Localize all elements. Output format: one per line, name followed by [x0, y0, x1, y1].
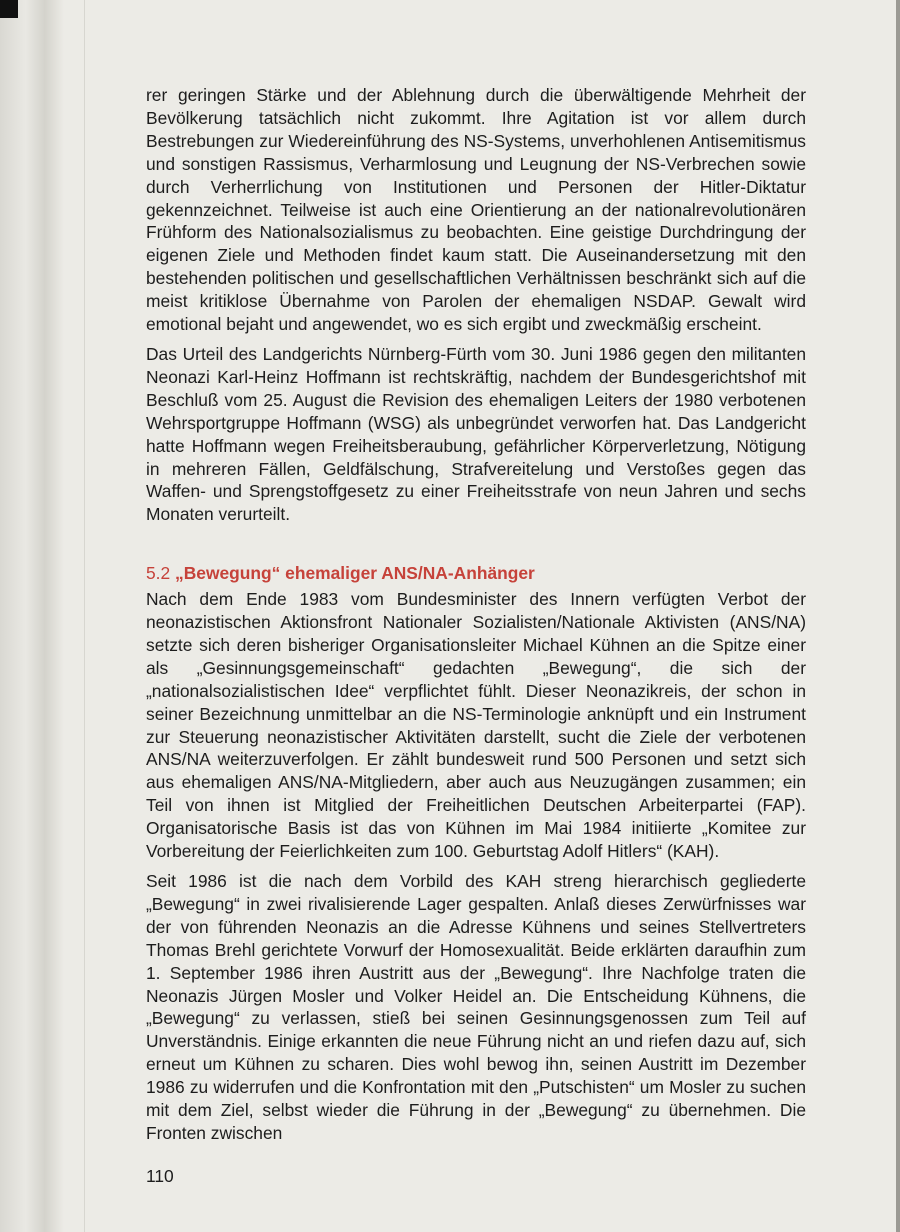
paragraph-2: Das Urteil des Landgerichts Nürnberg-Fürth vom 30. Juni 1986 gegen den militanten Neonazi Karl-Heinz Hoffmann ist rechtskräftig, nachdem der Bundesgerichtshof mit Beschluß vom 25. August die Revision des ehemaligen Leiters der 1980 verbotenen Wehrsportgruppe Hoffmann (WSG) als unbegründet verworfen hat. Das Landgericht hatte Hoffmann wegen Freiheitsberaubung, gefährlicher Körperverletzung, Nötigung in mehreren Fällen, Geldfälschung, Strafvereitelung und Verstoßes gegen das Waffen- und Sprengstoffgesetz zu einer Freiheitsstrafe von neun Jahren und sechs Monaten verurteilt. — [146, 343, 806, 525]
page-number: 110 — [146, 1166, 174, 1186]
page-right-edge — [896, 0, 900, 1232]
paragraph-4: Seit 1986 ist die nach dem Vorbild des KAH streng hierarchisch gegliederte „Bewegung“ in zwei rivalisierende Lager gespalten. Anlaß dieses Zerwürfnisses war der von führenden Neonazis an die Adresse Kühnens und seines Stellvertreters Thomas Brehl gerichtete Vorwurf der Homosexualität. Beide erklärten daraufhin zum 1. September 1986 ihren Austritt aus der „Bewegung“. Ihre Nachfolge traten die Neonazis Jürgen Mosler und Volker Heidel an. Die Entscheidung Kühnens, die „Bewegung“ zu verlassen, stieß bei seinen Gesinnungsgenossen zum Teil auf Unverständnis. Einige erkannten die neue Führung nicht an und riefen dazu auf, sich erneut um Kühnen zu scharen. Dies wohl bewog ihn, seinen Austritt im Dezember 1986 zu widerrufen und die Konfrontation mit den „Putschisten“ um Mosler zu suchen mit dem Ziel, selbst wieder die Führung in der „Bewegung“ zu übernehmen. Die Fronten zwischen — [146, 871, 806, 1143]
paragraph-1: rer geringen Stärke und der Ablehnung durch die überwältigende Mehrheit der Bevölkerung tatsächlich nicht zukommt. Ihre Agitation ist vor allem durch Bestrebungen zur Wiedereinführung des NS-Systems, unverhohlenen Antisemitismus und sonstigen Rassismus, Verharmlosung und Leugnung der NS-Verbrechen sowie durch Verherrlichung von Institutionen und Personen der Hitler-Diktatur gekennzeichnet. Teilweise ist auch eine Orientierung an der nationalrevolutionären Frühform des Nationalsozialismus zu beobachten. Eine geistige Durchdringung der eigenen Ziele und Methoden findet kaum statt. Die Auseinandersetzung mit den bestehenden politischen und gesellschaftlichen Verhältnissen beschränkt sich auf die meist kritiklose Übernahme von Parolen der ehemaligen NSDAP. Gewalt wird emotional bejaht und angewendet, wo es sich ergibt und zweckmäßig erscheint. — [146, 85, 806, 335]
page-body-text — [146, 84, 806, 1152]
section-title: „Bewegung“ ehemaliger ANS/NA-Anhänger — [175, 563, 535, 584]
section-number: 5.2 — [146, 563, 171, 584]
gutter-line — [84, 0, 85, 1232]
paragraph-3: Nach dem Ende 1983 vom Bundesminister des Innern verfügten Verbot der neonazistischen Aktionsfront Nationaler Sozialisten/Nationale Aktivisten (ANS/NA) setzte sich deren bisheriger Organisationsleiter Michael Kühnen an die Spitze einer als „Gesinnungsgemeinschaft“ gedachten „Bewegung“, die sich der „nationalsozialistischen Idee“ verpflichtet fühlt. Dieser Neonazikreis, der schon in seiner Bezeichnung unmittelbar an die NS-Terminologie anknüpft und ein Instrument zur Steuerung neonazistischer Aktivitäten darstellt, sucht die Ziele der verbotenen ANS/NA weiterzuverfolgen. Er zählt bundesweit rund 500 Personen und setzt sich aus ehemaligen ANS/NA-Mitgliedern, aber auch aus Neuzugängen zusammen; ein Teil von ihnen ist Mitglied der Freiheitlichen Deutschen Arbeiterpartei (FAP). Organisatorische Basis ist das von Kühnen im Mai 1984 initiierte „Komitee zur Vorbereitung der Feierlichkeiten zum 100. Geburtstag Adolf Hitlers“ (KAH). — [146, 589, 806, 862]
book-spine-shadow — [0, 0, 64, 1232]
scan-corner-mark — [0, 0, 18, 18]
section-heading — [146, 562, 806, 585]
